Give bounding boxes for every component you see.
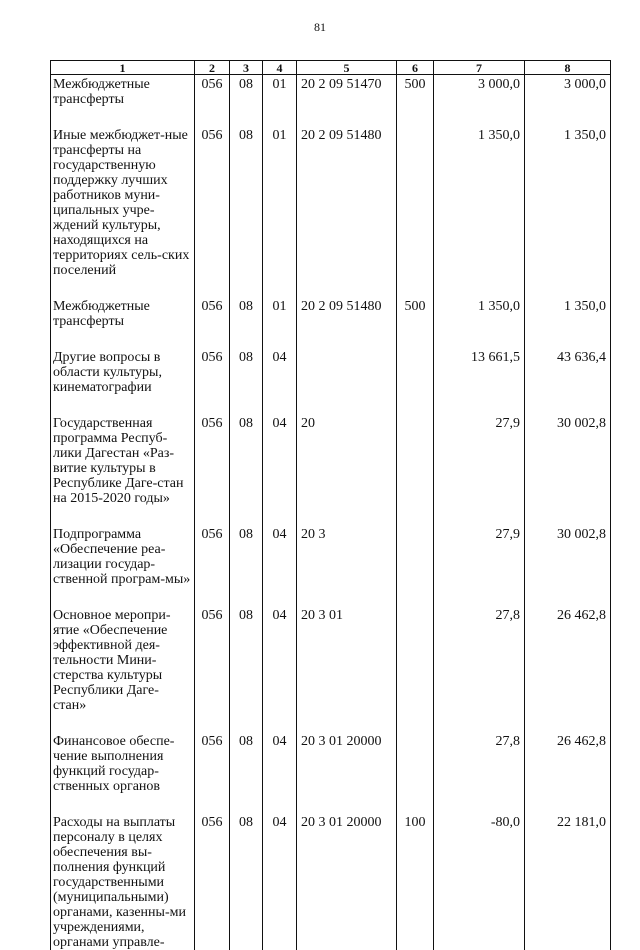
expense-type-cell	[397, 350, 434, 416]
ministry-code-cell: 056	[195, 416, 230, 527]
amount-col7-cell: 27,8	[434, 734, 525, 815]
row-name-cell: Государственная программа Респуб-лики Дагестан «Раз-витие культуры в Республике Даге-стан на 2015-2020 годы»	[51, 416, 195, 527]
expense-type-cell	[397, 527, 434, 608]
target-article-cell: 20	[297, 416, 397, 527]
table-row	[51, 299, 611, 350]
amount-col7-cell: 27,8	[434, 608, 525, 734]
expense-type-cell	[397, 128, 434, 299]
table-row	[51, 75, 611, 129]
target-article-cell: 20 3 01	[297, 608, 397, 734]
subsection-code-cell: 01	[263, 128, 297, 299]
ministry-code-cell: 056	[195, 527, 230, 608]
header-col-1: 1	[51, 61, 195, 75]
amount-col8-cell: 30 002,8	[525, 527, 611, 608]
amount-col7-cell: 27,9	[434, 527, 525, 608]
section-code-cell: 08	[230, 75, 263, 129]
ministry-code-cell: 056	[195, 815, 230, 950]
ministry-code-cell: 056	[195, 350, 230, 416]
expense-type-cell: 100	[397, 815, 434, 950]
amount-col8-cell: 43 636,4	[525, 350, 611, 416]
target-article-cell: 20 3 01 20000	[297, 734, 397, 815]
section-code-cell: 08	[230, 299, 263, 350]
ministry-code-cell: 056	[195, 75, 230, 129]
target-article-cell: 20 2 09 51470	[297, 75, 397, 129]
amount-col8-cell: 1 350,0	[525, 299, 611, 350]
section-code-cell: 08	[230, 527, 263, 608]
table-row	[51, 527, 611, 608]
target-article-cell	[297, 350, 397, 416]
target-article-cell: 20 3	[297, 527, 397, 608]
section-code-cell: 08	[230, 815, 263, 950]
header-col-4: 4	[263, 61, 297, 75]
expense-type-cell	[397, 608, 434, 734]
section-code-cell: 08	[230, 608, 263, 734]
amount-col7-cell: 13 661,5	[434, 350, 525, 416]
row-name-cell: Иные межбюджет-ные трансферты на государственную поддержку лучших работников муни-ципальных учре-ждений культуры, находящихся на территориях сель-ских поселений	[51, 128, 195, 299]
amount-col7-cell: 27,9	[434, 416, 525, 527]
amount-col8-cell: 1 350,0	[525, 128, 611, 299]
amount-col8-cell: 3 000,0	[525, 75, 611, 129]
page-number: 81	[0, 20, 640, 35]
section-code-cell: 08	[230, 128, 263, 299]
budget-table	[50, 60, 611, 950]
subsection-code-cell: 04	[263, 416, 297, 527]
subsection-code-cell: 04	[263, 608, 297, 734]
expense-type-cell: 500	[397, 75, 434, 129]
table-row	[51, 350, 611, 416]
subsection-code-cell: 04	[263, 350, 297, 416]
row-name-cell: Финансовое обеспе-чение выполнения функций государ-ственных органов	[51, 734, 195, 815]
table-row	[51, 815, 611, 950]
header-col-5: 5	[297, 61, 397, 75]
row-name-cell: Расходы на выплаты персоналу в целях обеспечения вы-полнения функций государственными (муниципальными) органами, казенны-ми учреждениями, органами управле-	[51, 815, 195, 950]
table-header-row	[51, 61, 611, 75]
amount-col8-cell: 22 181,0	[525, 815, 611, 950]
subsection-code-cell: 04	[263, 815, 297, 950]
ministry-code-cell: 056	[195, 734, 230, 815]
subsection-code-cell: 01	[263, 75, 297, 129]
row-name-cell: Другие вопросы в области культуры, кинематографии	[51, 350, 195, 416]
amount-col7-cell: -80,0	[434, 815, 525, 950]
amount-col7-cell: 1 350,0	[434, 299, 525, 350]
table-row	[51, 608, 611, 734]
table-body	[51, 75, 611, 950]
section-code-cell: 08	[230, 734, 263, 815]
subsection-code-cell: 01	[263, 299, 297, 350]
target-article-cell: 20 2 09 51480	[297, 128, 397, 299]
table-row	[51, 128, 611, 299]
row-name-cell: Подпрограмма «Обеспечение реа-лизации государ-ственной програм-мы»	[51, 527, 195, 608]
section-code-cell: 08	[230, 350, 263, 416]
ministry-code-cell: 056	[195, 299, 230, 350]
header-col-6: 6	[397, 61, 434, 75]
amount-col7-cell: 1 350,0	[434, 128, 525, 299]
subsection-code-cell: 04	[263, 734, 297, 815]
amount-col8-cell: 26 462,8	[525, 608, 611, 734]
expense-type-cell	[397, 734, 434, 815]
section-code-cell: 08	[230, 416, 263, 527]
row-name-cell: Межбюджетные трансферты	[51, 299, 195, 350]
target-article-cell: 20 2 09 51480	[297, 299, 397, 350]
ministry-code-cell: 056	[195, 128, 230, 299]
table-row	[51, 416, 611, 527]
amount-col8-cell: 30 002,8	[525, 416, 611, 527]
amount-col7-cell: 3 000,0	[434, 75, 525, 129]
expense-type-cell	[397, 416, 434, 527]
expense-type-cell: 500	[397, 299, 434, 350]
ministry-code-cell: 056	[195, 608, 230, 734]
amount-col8-cell: 26 462,8	[525, 734, 611, 815]
header-col-2: 2	[195, 61, 230, 75]
header-col-3: 3	[230, 61, 263, 75]
subsection-code-cell: 04	[263, 527, 297, 608]
header-col-7: 7	[434, 61, 525, 75]
row-name-cell: Основное меропри-ятие «Обеспечение эффективной дея-тельности Мини-стерства культуры Республики Даге-стан»	[51, 608, 195, 734]
table-row	[51, 734, 611, 815]
row-name-cell: Межбюджетные трансферты	[51, 75, 195, 129]
target-article-cell: 20 3 01 20000	[297, 815, 397, 950]
header-col-8: 8	[525, 61, 611, 75]
